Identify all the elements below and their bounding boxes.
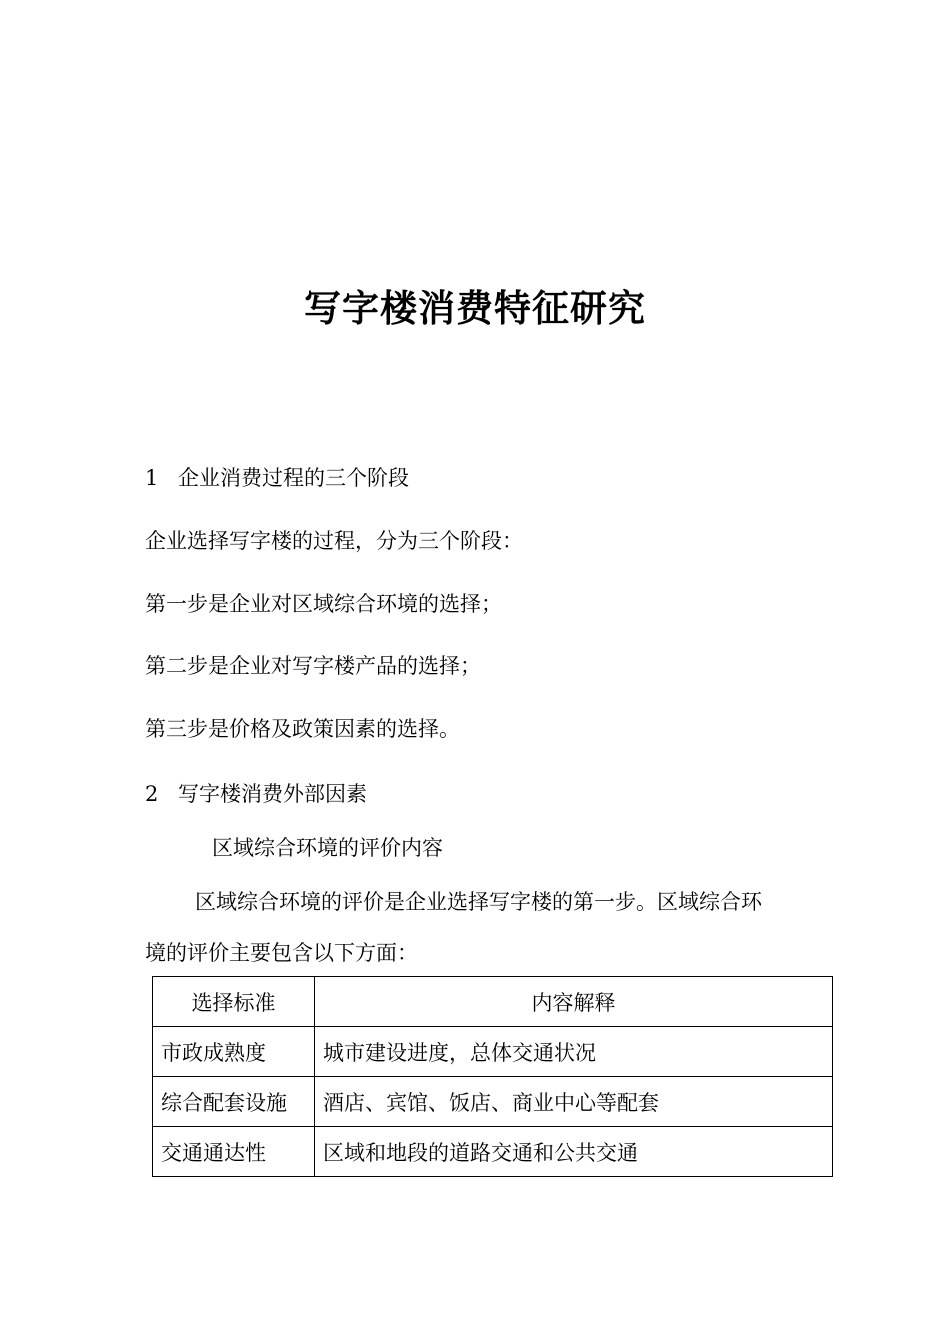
section2-heading [145,778,367,808]
table-header-cell: 内容解释 [315,977,833,1027]
section1-intro: 企业选择写字楼的过程，分为三个阶段： [145,529,523,553]
step-3: 第三步是价格及政策因素的选择。 [145,717,460,741]
criteria-table [152,976,833,1177]
table-row [153,1127,833,1177]
table-cell: 酒店、宾馆、饭店、商业中心等配套 [315,1077,833,1127]
section2-paragraph-line2: 境的评价主要包含以下方面： [145,941,418,965]
step-1: 第一步是企业对区域综合环境的选择； [145,592,502,616]
table-header-row [153,977,833,1027]
table-cell: 区域和地段的道路交通和公共交通 [315,1127,833,1177]
document-title: 写字楼消费特征研究 [304,286,646,330]
table-cell: 城市建设进度，总体交通状况 [315,1027,833,1077]
table-row [153,1027,833,1077]
section2-subheading: 区域综合环境的评价内容 [212,836,443,860]
section1-number: 1 [145,466,159,490]
step-2: 第二步是企业对写字楼产品的选择； [145,654,481,678]
table-header-cell: 选择标准 [153,977,315,1027]
section1-heading [145,462,409,492]
section1-heading-text: 企业消费过程的三个阶段 [178,466,409,490]
section2-number: 2 [145,782,159,806]
table-cell: 交通通达性 [153,1127,315,1177]
table-cell: 市政成熟度 [153,1027,315,1077]
section2-heading-text: 写字楼消费外部因素 [178,782,367,806]
table-cell: 综合配套设施 [153,1077,315,1127]
table-row [153,1077,833,1127]
section2-paragraph-line1: 区域综合环境的评价是企业选择写字楼的第一步。区域综合环 [195,890,762,914]
